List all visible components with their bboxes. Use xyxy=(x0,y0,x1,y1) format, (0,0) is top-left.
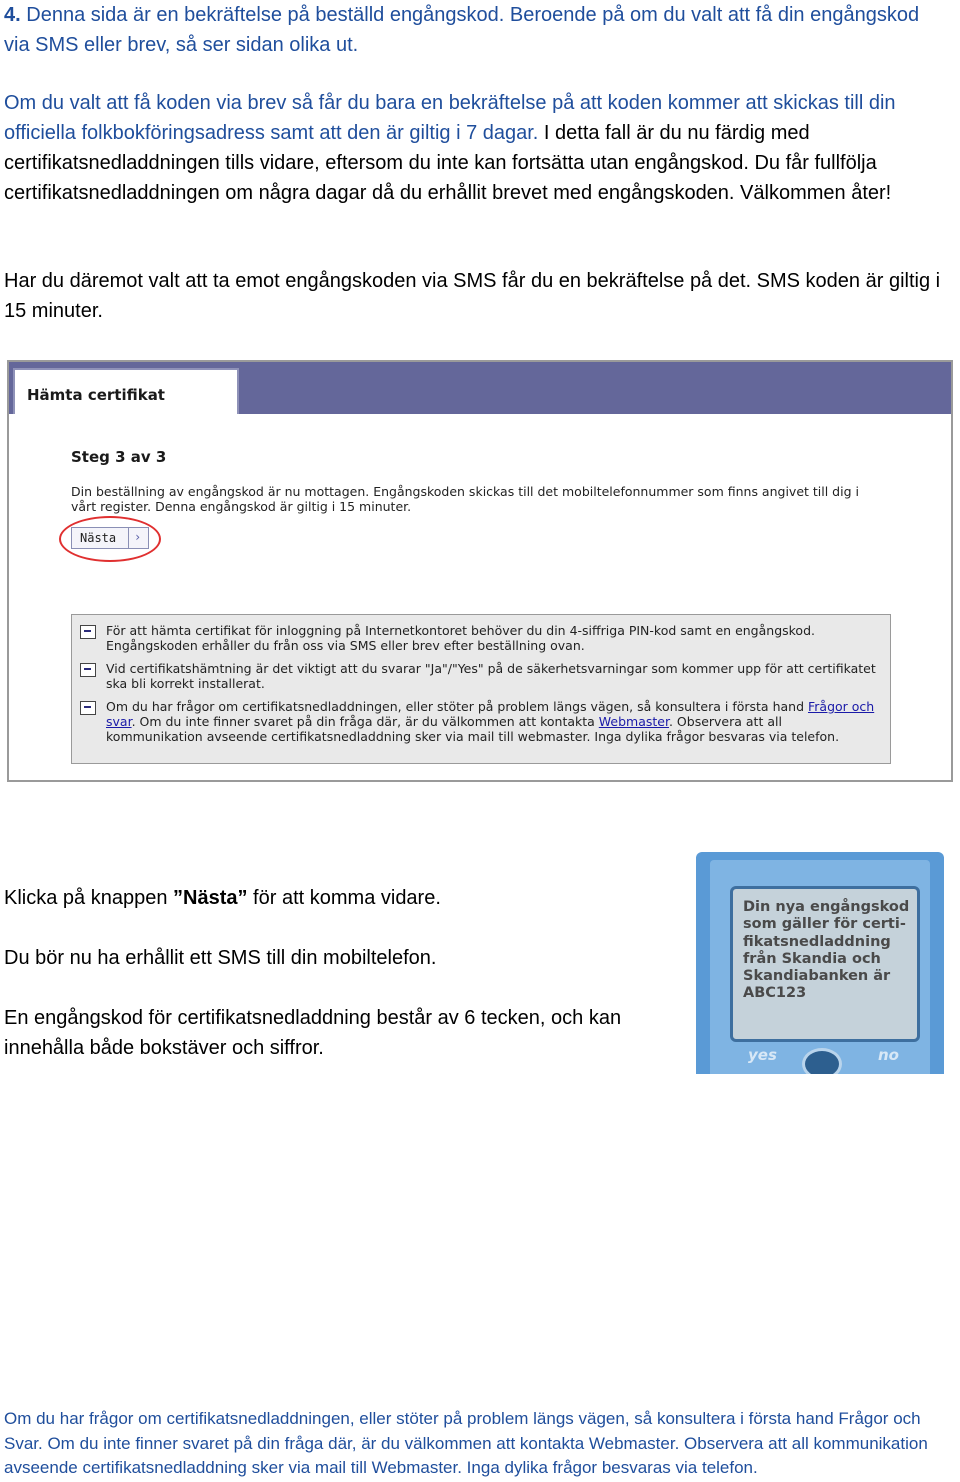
click-pre: Klicka på knappen xyxy=(4,887,174,909)
step-title: Steg 3 av 3 xyxy=(71,448,167,466)
brev-text-part2: I detta fall är du nu färdig med certifikatsnedladdningen tills vidare, eftersom du inte kan fortsätta utan engångskod. Du får fullfölja certifikatsnedladdningen om några dagar då du erhållit brevet med engångskoden. Välkommen åter! xyxy=(4,122,892,204)
info-box xyxy=(71,614,891,764)
info-arrow-icon xyxy=(80,625,96,639)
phone-key-yes: yes xyxy=(748,1046,777,1064)
heading-text: Denna sida är en bekräftelse på beställd engångskod. Beroende på om du valt att få din engångskod via SMS eller brev, så ser sidan olika ut. xyxy=(4,4,920,56)
sms-paragraph: Har du däremot valt att ta emot engångskoden via SMS får du en bekräftelse på det. SMS koden är giltig i 15 minuter. xyxy=(4,270,941,322)
phone-key-no: no xyxy=(878,1046,899,1064)
info-text: Vid certifikatshämtning är det viktigt att du svarar "Ja"/"Yes" på de säkerhetsvarningar som kommer upp för att certifikatet ska bli korrekt installerat. xyxy=(106,661,876,691)
footer-text: Om du har frågor om certifikatsnedladdningen, eller stöter på problem längs vägen, så konsultera i första hand Frågor och Svar. Om du inte finner svaret på din fråga där, är du välkommen att kontakta Webmaster. Observera att all kommunikation avseende certifikatsnedladdning sker via mail till Webmaster. Inga dylika frågor besvaras via telefon. xyxy=(4,1409,928,1477)
faq-link[interactable]: Frågor och svar xyxy=(106,699,875,729)
next-button[interactable] xyxy=(71,527,149,549)
phone-joystick xyxy=(802,1048,842,1074)
phone-screen xyxy=(730,886,920,1042)
click-post: för att komma vidare. xyxy=(247,887,441,909)
click-button-name: ”Nästa” xyxy=(173,887,248,909)
brev-text-part1: Om du valt att få koden via brev så får du bara en bekräftelse på att koden kommer att skickas till din officiella folkbokföringsadress samt att den är giltig i 7 dagar. xyxy=(4,92,896,144)
info-text-pre: Om du har frågor om certifikatsnedladdningen, eller stöter på problem längs vägen, så konsultera i första hand xyxy=(106,699,808,714)
click-instruction xyxy=(4,883,441,913)
sms-message: Din nya engångskod som gäller för certi-fikatsnedladdning från Skandia och Skandiabanken är ABC123 xyxy=(743,899,910,1002)
tab-hamta-certifikat[interactable] xyxy=(13,368,239,414)
tab-label: Hämta certifikat xyxy=(27,386,165,404)
sms-received-text: Du bör nu ha erhållit ett SMS till din mobiltelefon. xyxy=(4,947,437,969)
code-description: En engångskod för certifikatsnedladdning består av 6 tecken, och kan innehålla både bokstäver och siffror. xyxy=(4,1007,622,1059)
section-number: 4. xyxy=(4,4,21,26)
info-arrow-icon xyxy=(80,701,96,715)
brev-paragraph xyxy=(4,88,954,208)
info-text-post: . Observera att all kommunikation avseende certifikatsnedladdning sker via mail till webmaster. Inga dylika frågor besvaras via telefon. xyxy=(106,714,840,744)
button-divider xyxy=(128,528,129,548)
info-text xyxy=(106,699,881,744)
section-heading xyxy=(4,0,944,60)
info-text: För att hämta certifikat för inloggning på Internetkontoret behöver du din 4-siffriga PIN-kod samt en engångskod. Engångskoden erhåller du från oss via SMS eller brev efter beställning ovan. xyxy=(106,623,815,653)
info-text-mid: . Om du inte finner svaret på din fråga där, är du välkommen att kontakta xyxy=(131,714,599,729)
info-arrow-icon xyxy=(80,663,96,677)
embedded-screenshot xyxy=(7,360,953,782)
step-description: Din beställning av engångskod är nu mottagen. Engångskoden skickas till det mobiltelefonnummer som finns angivet till dig i vårt register. Denna engångskod är giltig i 15 minuter. xyxy=(71,484,859,514)
next-button-label: Nästa xyxy=(80,531,117,545)
webmaster-link[interactable]: Webmaster xyxy=(598,714,669,729)
phone-illustration xyxy=(696,852,944,1074)
chevron-right-icon: › xyxy=(134,530,142,544)
